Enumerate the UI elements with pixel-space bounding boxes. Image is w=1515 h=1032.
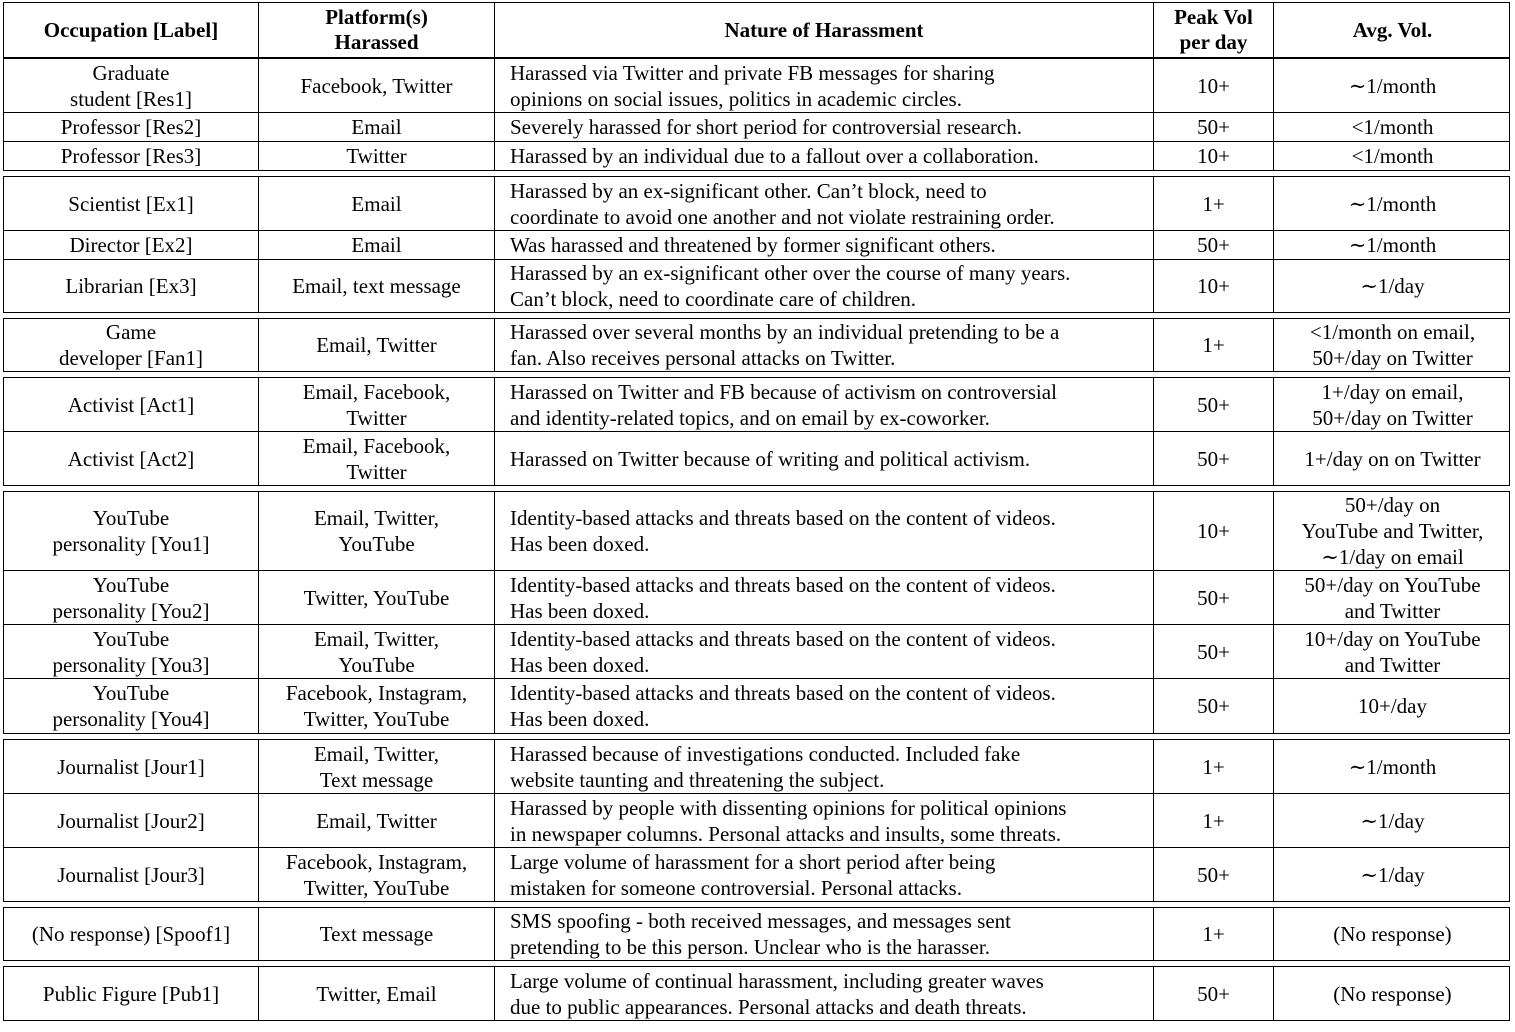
table-row <box>3 966 1510 1021</box>
platforms-cell: Email <box>259 113 495 141</box>
header-peak-volume: Peak Vol per day <box>1154 3 1274 57</box>
table-row <box>3 679 1510 734</box>
table-row <box>3 739 1510 794</box>
table-row <box>3 794 1510 848</box>
nature-cell: Harassed over several months by an individual pretending to be a fan. Also receives personal attacks on Twitter. <box>495 319 1154 371</box>
nature-cell: Identity-based attacks and threats based on the content of videos. Has been doxed. <box>495 625 1154 678</box>
occupation-cell: Activist [Act1] <box>4 378 259 431</box>
peak-volume-cell: 1+ <box>1154 177 1274 230</box>
table-row <box>3 432 1510 486</box>
platforms-cell: Email, Twitter <box>259 794 495 847</box>
average-volume-cell: 1+/day on email, 50+/day on Twitter <box>1312 379 1473 430</box>
table-row <box>3 848 1510 902</box>
platforms-cell: Facebook, Instagram, Twitter, YouTube <box>259 848 495 901</box>
average-volume-cell: 50+/day on YouTube and Twitter, ∼1/day on email <box>1301 493 1484 569</box>
platforms-cell: Email, Facebook, Twitter <box>259 378 495 431</box>
average-volume-cell: 50+/day on YouTube and Twitter <box>1304 572 1481 623</box>
average-volume-cell: <1/month on email, 50+/day on Twitter <box>1309 320 1476 370</box>
platforms-cell: Twitter <box>259 142 495 170</box>
peak-volume-cell: 50+ <box>1154 625 1274 678</box>
nature-cell: SMS spoofing - both received messages, and messages sent pretending to be this person. Unclear who is the harasser. <box>495 908 1154 960</box>
table-row <box>3 58 1510 113</box>
peak-volume-cell: 50+ <box>1154 571 1274 624</box>
nature-cell: Large volume of harassment for a short period after being mistaken for someone controversial. Personal attacks. <box>495 848 1154 901</box>
nature-cell: Harassed by an ex-significant other. Can’t block, need to coordinate to avoid one another and not violate restraining order. <box>495 177 1154 230</box>
table-row <box>3 231 1510 260</box>
peak-volume-cell: 50+ <box>1154 113 1274 141</box>
platforms-cell: Facebook, Twitter <box>259 59 495 112</box>
nature-cell: Harassed by people with dissenting opinions for political opinions in newspaper columns. Personal attacks and insults, some threats. <box>495 794 1154 847</box>
nature-cell: Harassed via Twitter and private FB messages for sharing opinions on social issues, politics in academic circles. <box>495 59 1154 112</box>
peak-volume-cell: 10+ <box>1154 492 1274 570</box>
occupation-cell: Director [Ex2] <box>4 231 259 259</box>
platforms-cell: Email, Twitter <box>259 319 495 371</box>
average-volume-cell: ∼1/month <box>1348 754 1437 779</box>
average-volume-cell: ∼1/day <box>1360 862 1425 887</box>
table-header <box>3 2 1510 58</box>
occupation-cell: Librarian [Ex3] <box>4 260 259 312</box>
platforms-cell: Email <box>259 177 495 230</box>
peak-volume-cell: 1+ <box>1154 740 1274 793</box>
platforms-cell: Email <box>259 231 495 259</box>
table-row <box>3 625 1510 679</box>
nature-cell: Harassed by an ex-significant other over the course of many years. Can’t block, need to coordinate care of children. <box>495 260 1154 312</box>
platforms-cell: Email, Twitter, YouTube <box>259 625 495 678</box>
nature-cell: Harassed on Twitter because of writing and political activism. <box>495 432 1154 485</box>
peak-volume-cell: 1+ <box>1154 319 1274 371</box>
peak-volume-cell: 50+ <box>1154 432 1274 485</box>
table-row <box>3 142 1510 171</box>
peak-volume-cell: 1+ <box>1154 794 1274 847</box>
row-group <box>3 907 1510 961</box>
header-platforms: Platform(s) Harassed <box>259 3 495 57</box>
table-row <box>3 377 1510 432</box>
occupation-cell: YouTube personality [You3] <box>4 625 259 678</box>
table-row <box>3 260 1510 313</box>
header-occupation: Occupation [Label] <box>4 3 259 57</box>
row-group <box>3 739 1510 902</box>
nature-cell: Harassed on Twitter and FB because of activism on controversial and identity-related topics, and on email by ex-coworker. <box>495 378 1154 431</box>
occupation-cell: Graduate student [Res1] <box>4 59 259 112</box>
row-group <box>3 491 1510 734</box>
table-row <box>3 176 1510 231</box>
row-group <box>3 966 1510 1021</box>
table-row <box>3 491 1510 571</box>
occupation-cell: YouTube personality [You1] <box>4 492 259 570</box>
nature-cell: Harassed because of investigations conducted. Included fake website taunting and threatening the subject. <box>495 740 1154 793</box>
platforms-cell: Email, Twitter, YouTube <box>259 492 495 570</box>
peak-volume-cell: 10+ <box>1154 142 1274 170</box>
occupation-cell: Professor [Res2] <box>4 113 259 141</box>
occupation-cell: Public Figure [Pub1] <box>4 967 259 1020</box>
occupation-cell: Journalist [Jour2] <box>4 794 259 847</box>
row-group <box>3 58 1510 171</box>
average-volume-cell: ∼1/day <box>1360 808 1425 833</box>
occupation-cell: YouTube personality [You4] <box>4 679 259 733</box>
occupation-cell: Scientist [Ex1] <box>4 177 259 230</box>
nature-cell: Identity-based attacks and threats based on the content of videos. Has been doxed. <box>495 571 1154 624</box>
nature-cell: Harassed by an individual due to a fallout over a collaboration. <box>495 142 1154 170</box>
platforms-cell: Email, Twitter, Text message <box>259 740 495 793</box>
table-row <box>3 571 1510 625</box>
harassment-table <box>3 2 1510 1021</box>
platforms-cell: Text message <box>259 908 495 960</box>
occupation-cell: YouTube personality [You2] <box>4 571 259 624</box>
table-row <box>3 318 1510 372</box>
table-row <box>3 907 1510 961</box>
occupation-cell: Journalist [Jour3] <box>4 848 259 901</box>
platforms-cell: Twitter, Email <box>259 967 495 1020</box>
header-nature: Nature of Harassment <box>495 3 1154 57</box>
nature-cell: Was harassed and threatened by former significant others. <box>495 231 1154 259</box>
average-volume-cell: ∼1/month <box>1348 233 1437 257</box>
row-group <box>3 176 1510 313</box>
average-volume-cell: ∼1/month <box>1348 73 1437 98</box>
header-average-volume: Avg. Vol. <box>1352 17 1433 42</box>
average-volume-cell: 10+/day on YouTube and Twitter <box>1304 626 1481 677</box>
platforms-cell: Email, Facebook, Twitter <box>259 432 495 485</box>
platforms-cell: Twitter, YouTube <box>259 571 495 624</box>
average-volume-cell: (No response) <box>1333 981 1452 1006</box>
nature-cell: Identity-based attacks and threats based on the content of videos. Has been doxed. <box>495 492 1154 570</box>
occupation-cell: Activist [Act2] <box>4 432 259 485</box>
peak-volume-cell: 50+ <box>1154 679 1274 733</box>
peak-volume-cell: 50+ <box>1154 231 1274 259</box>
table-body <box>3 58 1510 1021</box>
average-volume-cell: <1/month <box>1351 144 1434 168</box>
platforms-cell: Facebook, Instagram, Twitter, YouTube <box>259 679 495 733</box>
average-volume-cell: (No response) <box>1333 922 1452 946</box>
occupation-cell: Professor [Res3] <box>4 142 259 170</box>
peak-volume-cell: 50+ <box>1154 848 1274 901</box>
row-group <box>3 318 1510 372</box>
occupation-cell: Journalist [Jour1] <box>4 740 259 793</box>
platforms-cell: Email, text message <box>259 260 495 312</box>
peak-volume-cell: 1+ <box>1154 908 1274 960</box>
average-volume-cell: 10+/day <box>1358 694 1427 718</box>
table-row <box>3 113 1510 142</box>
row-group <box>3 377 1510 486</box>
average-volume-cell: ∼1/month <box>1348 191 1437 216</box>
peak-volume-cell: 50+ <box>1154 967 1274 1020</box>
peak-volume-cell: 10+ <box>1154 260 1274 312</box>
average-volume-cell: ∼1/day <box>1360 274 1425 298</box>
nature-cell: Identity-based attacks and threats based on the content of videos. Has been doxed. <box>495 679 1154 733</box>
nature-cell: Large volume of continual harassment, including greater waves due to public appearances. Personal attacks and death threats. <box>495 967 1154 1020</box>
occupation-cell: Game developer [Fan1] <box>4 319 259 371</box>
peak-volume-cell: 10+ <box>1154 59 1274 112</box>
average-volume-cell: <1/month <box>1351 115 1434 139</box>
peak-volume-cell: 50+ <box>1154 378 1274 431</box>
nature-cell: Severely harassed for short period for controversial research. <box>495 113 1154 141</box>
average-volume-cell: 1+/day on on Twitter <box>1304 446 1481 471</box>
occupation-cell: (No response) [Spoof1] <box>4 908 259 960</box>
